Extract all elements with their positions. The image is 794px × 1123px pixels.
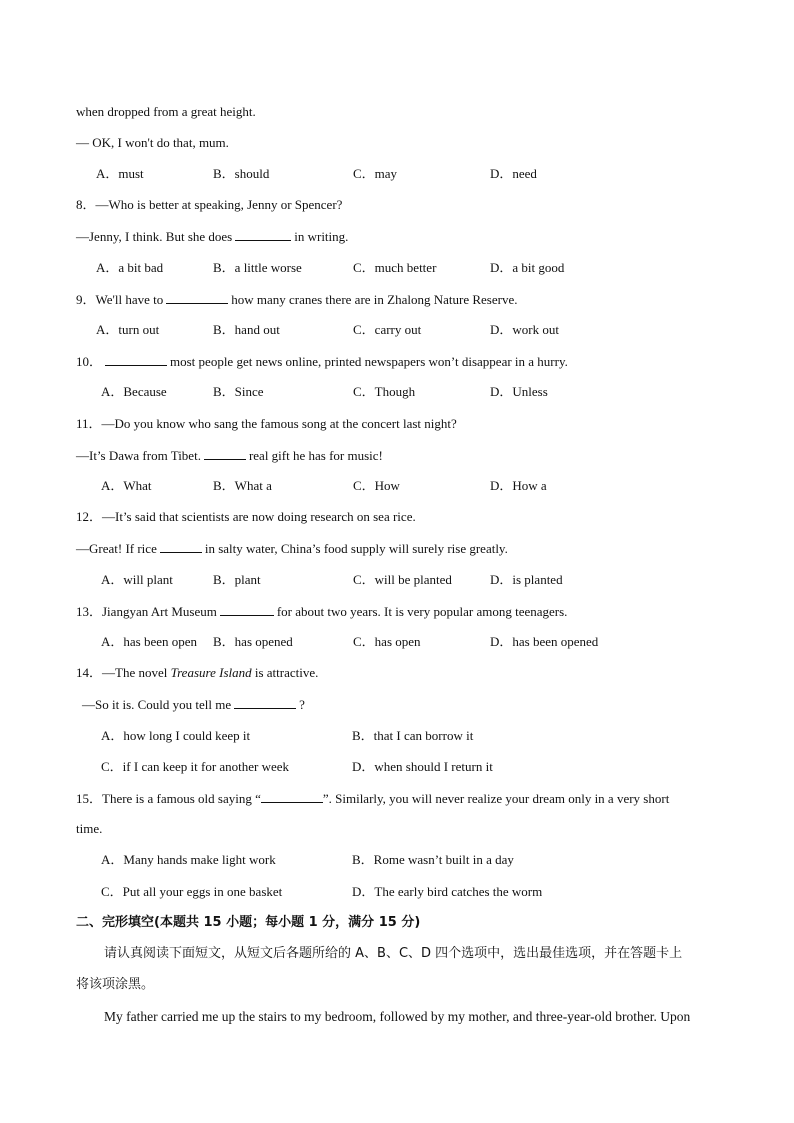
- q8-text-line1: 8．—Who is better at speaking, Jenny or Spencer?: [76, 197, 343, 212]
- q8-option-d: D．a bit good: [490, 260, 565, 275]
- q8-text-part1: —Jenny, I think. But she does: [76, 229, 233, 244]
- q13-option-a: A．has been open: [101, 634, 198, 649]
- q14-option-a: A．how long I could keep it: [101, 728, 251, 743]
- q15-answer-blank: [261, 790, 323, 803]
- q12-option-b: B．plant: [213, 572, 261, 587]
- q13-text-line1: [76, 603, 567, 620]
- passage-first-line: My father carried me up the stairs to my bedroom, followed by my mother, and three-year-old brother. Upon: [104, 1009, 691, 1024]
- q12-text-part2: in salty water, China’s food supply will surely rise greatly.: [204, 541, 508, 556]
- q9-option-c: C．carry out: [353, 322, 422, 337]
- q12-text-line1: 12．—It’s said that scientists are now doing research on sea rice.: [76, 509, 416, 524]
- q7-option-b: B．should: [213, 166, 270, 181]
- q14-option-b: B．that I can borrow it: [352, 728, 474, 743]
- q11-text-part1: —It’s Dawa from Tibet.: [76, 448, 201, 463]
- q14-option-c: C．if I can keep it for another week: [101, 759, 290, 774]
- q14-text-part1: 14．—The novel: [76, 665, 168, 680]
- q11-text-line2: [76, 447, 383, 464]
- q11-option-b: B．What a: [213, 478, 272, 493]
- q9-option-b: B．hand out: [213, 322, 280, 337]
- q11-option-c: C．How: [353, 478, 400, 493]
- q10-option-c: C．Though: [353, 384, 416, 399]
- q13-option-b: B．has opened: [213, 634, 293, 649]
- q7-text-line2: — OK, I won't do that, mum.: [76, 135, 229, 150]
- q14-option-d: D．when should I return it: [352, 759, 493, 774]
- q15-option-a: A．Many hands make light work: [101, 852, 276, 867]
- q12-answer-blank: [160, 540, 202, 553]
- q8-text-line2: [76, 228, 348, 245]
- section-heading: 二、完形填空(本题共 15 小题；每小题 1 分，满分 15 分): [76, 915, 421, 930]
- q14-novel-title: Treasure Island: [170, 665, 252, 680]
- q10-answer-blank: [105, 353, 167, 366]
- q7-option-a: A．must: [96, 166, 144, 181]
- q7-text-line1: when dropped from a great height.: [76, 104, 256, 119]
- q7-option-c: C．may: [353, 166, 398, 181]
- q13-text-part2: for about two years. It is very popular among teenagers.: [276, 604, 568, 619]
- q11-option-d: D．How a: [490, 478, 547, 493]
- q9-text-line1: [76, 291, 517, 308]
- q11-option-a: A．What: [101, 478, 152, 493]
- q14-text-part4: ?: [299, 697, 305, 712]
- q15-option-d: D．The early bird catches the worm: [352, 884, 543, 899]
- q15-text-part2: ”. Similarly, you will never realize your dream only in a very short: [322, 791, 670, 806]
- q9-option-d: D．work out: [490, 322, 559, 337]
- q10-option-b: B．Since: [213, 384, 264, 399]
- q15-option-c: C．Put all your eggs in one basket: [101, 884, 283, 899]
- q12-option-c: C．will be planted: [353, 572, 452, 587]
- section-instruction-line1: 请认真阅读下面短文，从短文后各题所给的 A、B、C、D 四个选项中，选出最佳选项，并在答题卡上: [104, 946, 683, 961]
- q11-text-line1: 11．—Do you know who sang the famous song at the concert last night?: [76, 416, 457, 431]
- q9-text-part2: how many cranes there are in Zhalong Nature Reserve.: [231, 292, 518, 307]
- section-instruction-line2: 将该项涂黑。: [76, 977, 155, 992]
- q15-text-line1: [76, 790, 669, 807]
- q9-option-a: A．turn out: [96, 322, 160, 337]
- q13-answer-blank: [220, 603, 274, 616]
- q10-text-line1: [76, 353, 568, 370]
- q9-answer-blank: [166, 291, 228, 304]
- q14-text-line1: [76, 665, 318, 681]
- q8-text-part2: in writing.: [294, 229, 349, 244]
- q13-option-c: C．has open: [353, 634, 421, 649]
- q9-text-part1: 9．We'll have to: [76, 292, 164, 307]
- q13-option-d: D．has been opened: [490, 634, 599, 649]
- q10-option-d: D．Unless: [490, 384, 548, 399]
- q12-text-part1: —Great! If rice: [76, 541, 157, 556]
- q14-answer-blank: [234, 696, 296, 709]
- q10-text-part1: 10．: [76, 354, 103, 369]
- q14-text-part3: —So it is. Could you tell me: [82, 697, 232, 712]
- q11-text-part2: real gift he has for music!: [248, 448, 383, 463]
- q8-option-a: A．a bit bad: [96, 260, 164, 275]
- q8-answer-blank: [235, 228, 291, 241]
- q13-text-part1: 13．Jiangyan Art Museum: [76, 604, 217, 619]
- q15-text-part1: 15．There is a famous old saying “: [76, 791, 261, 806]
- q12-text-line2: [76, 540, 508, 557]
- q15-text-line2: time.: [76, 821, 103, 836]
- q8-option-c: C．much better: [353, 260, 437, 275]
- q14-text-part2: is attractive.: [254, 665, 319, 680]
- q10-text-part2: most people get news online, printed newspapers won’t disappear in a hurry.: [170, 354, 568, 369]
- q15-option-b: B．Rome wasn’t built in a day: [352, 852, 514, 867]
- q12-option-d: D．is planted: [490, 572, 563, 587]
- q8-option-b: B．a little worse: [213, 260, 302, 275]
- q14-text-line2: [82, 696, 305, 713]
- q10-option-a: A．Because: [101, 384, 167, 399]
- q11-answer-blank: [204, 447, 246, 460]
- q7-option-d: D．need: [490, 166, 537, 181]
- q12-option-a: A．will plant: [101, 572, 173, 587]
